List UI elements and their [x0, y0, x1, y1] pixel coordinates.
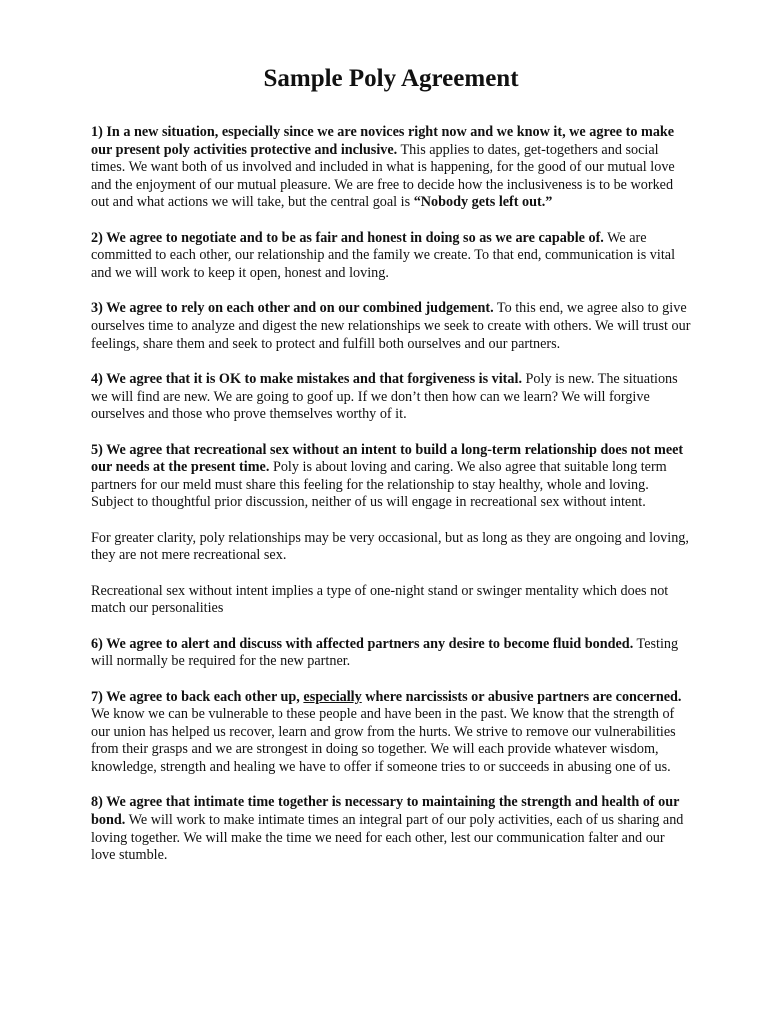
document-title: Sample Poly Agreement — [263, 65, 519, 92]
section-5-definition — [91, 583, 691, 618]
section-5 — [91, 442, 691, 512]
section-7-heading-a: 7) We agree to back each other up, — [91, 688, 304, 705]
section-2-heading: 2) We agree to negotiate and to be as fair and honest in doing so as we are capable of. — [91, 229, 604, 246]
section-8 — [91, 794, 691, 864]
section-2 — [91, 230, 691, 283]
section-1-heading: 1) In a new situation, especially since we are novices right now and we know it, we agree to make our present poly activities protective and inclusive. — [91, 124, 675, 158]
section-7-body: We know we can be vulnerable to these people and have been in the past. We know that the strength of our union has helped us recover, learn and grow from the hurts. We strive to remove our vulnerabilities from their grasps and we are strongest in doing so together. We will each provide whatever wisdom, knowledge, strength and healing we have to offer if someone tries to or succeeds in abusing one of us. — [91, 706, 676, 775]
section-8-heading: 8) We agree that intimate time together is necessary to maintaining the strength and health of our bond. — [91, 794, 680, 828]
section-7 — [91, 689, 691, 777]
section-4-body: Poly is new. The situations we will find are new. We are going to goof up. If we don’t then how can we learn? We will forgive ourselves and those who prove themselves worthy of it. — [91, 370, 678, 423]
section-6-body: Testing will normally be required for the new partner. — [91, 635, 679, 670]
section-7-heading — [91, 689, 681, 705]
section-7-emphasis: especially — [303, 688, 362, 705]
section-5-clarification-body: For greater clarity, poly relationships may be very occasional, but as long as they are ongoing and loving, they are not mere recreational sex. — [91, 529, 689, 564]
section-5-clarification — [91, 530, 691, 565]
section-7-heading-b: where narcissists or abusive partners are concerned. — [361, 688, 682, 705]
section-3-heading: 3) We agree to rely on each other and on our combined judgement. — [91, 300, 494, 317]
document-page — [91, 62, 691, 883]
section-8-body: We will work to make intimate times an integral part of our poly activities, each of us sharing and loving together. We will make the time we need for each other, lest our communication falter and our love stumble. — [91, 811, 684, 864]
section-5-definition-body: Recreational sex without intent implies a type of one-night stand or swinger mentality which does not match our personalities — [91, 582, 669, 617]
section-4-heading: 4) We agree that it is OK to make mistakes and that forgiveness is vital. — [91, 370, 522, 387]
section-5-heading: 5) We agree that recreational sex without an intent to build a long-term relationship does not meet our needs at the present time. — [91, 441, 684, 476]
section-1-quote: “Nobody gets left out.” — [413, 194, 553, 211]
section-3-body: To this end, we agree also to give ourselves time to analyze and digest the new relationships we seek to create with others. We will trust our feelings, share them and seek to protect and fulfill both ourselves and our partners. — [91, 300, 691, 352]
section-2-body: We are committed to each other, our relationship and the family we create. To that end, communication is vital and we will work to keep it open, honest and loving. — [91, 229, 676, 281]
section-6-heading: 6) We agree to alert and discuss with affected partners any desire to become fluid bonded. — [91, 635, 634, 652]
section-1-body: This applies to dates, get-togethers and social times. We want both of us involved and included in what is happening, for the good of our mutual love and the enjoyment of our mutual pleasure. We are free to decide how the inclusiveness is to be worked out and what actions we will take, but the central goal is — [91, 141, 675, 211]
section-3 — [91, 300, 691, 353]
section-5-body: Poly is about loving and caring. We also agree that suitable long term partners for our meld must share this feeling for the relationship to stay healthy, whole and loving. Subject to thoughtful prior discussion, neither of us will engage in recreational sex without intent. — [91, 459, 667, 511]
section-1 — [91, 124, 691, 212]
section-4 — [91, 371, 691, 424]
section-6 — [91, 636, 691, 671]
